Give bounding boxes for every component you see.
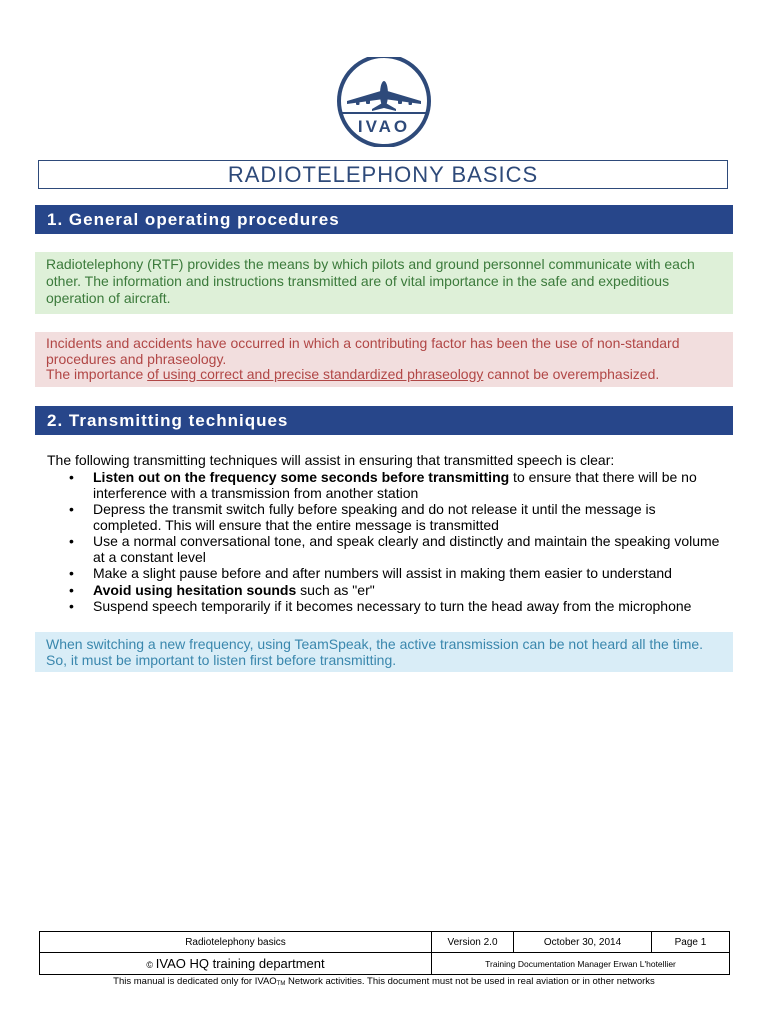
list-item	[93, 534, 727, 565]
footer-department: IVAO HQ training department	[155, 956, 325, 971]
list-item-text: Suspend speech temporarily if it becomes necessary to turn the head away from the microphone	[93, 598, 692, 614]
list-item-bold: Avoid using hesitation sounds	[93, 581, 297, 598]
info-text: Radiotelephony (RTF) provides the means by which pilots and ground personnel communicate with each other. The information and instructions transmitted are of vital importance in the safe and expeditious operation of aircraft.	[46, 256, 695, 306]
warning-panel	[35, 332, 733, 387]
footer-doc-title: Radiotelephony basics	[40, 932, 432, 953]
warning-underlined: of using correct and precise standardized phraseology	[147, 366, 484, 382]
footer-date: October 30, 2014	[514, 932, 652, 953]
list-item-text: Depress the transmit switch fully before speaking and do not release it until the message is completed. This will ensure that the entire message is transmitted	[93, 501, 656, 533]
footer-disclaimer	[0, 976, 768, 987]
note-panel	[35, 632, 733, 672]
list-item	[93, 502, 727, 533]
footer-table	[39, 931, 730, 975]
section-header-general	[35, 205, 733, 234]
section-heading: 2. Transmitting techniques	[47, 410, 289, 430]
warning-line2-post: cannot be overemphasized.	[483, 366, 660, 382]
list-item-bold: Listen out on the frequency some seconds before transmitting	[93, 469, 510, 485]
info-panel	[35, 252, 733, 314]
list-item	[93, 566, 727, 582]
logo-text: IVAO	[357, 117, 411, 136]
note-text: When switching a new frequency, using TeamSpeak, the active transmission can be not heard all the time. So, it must be important to listen first before transmitting.	[46, 636, 704, 668]
list-item	[93, 470, 727, 501]
footer-page: Page 1	[652, 932, 730, 953]
warning-line2	[46, 367, 722, 383]
disclaimer-post: Network activities. This document must not be used in real aviation or in other networks	[285, 976, 655, 987]
list-item	[93, 583, 727, 599]
disclaimer-pre: This manual is dedicated only for IVAO	[113, 976, 277, 987]
document-title-text: RADIOTELEPHONY BASICS	[227, 161, 539, 187]
footer-manager: Training Documentation Manager Erwan L'hotellier	[432, 953, 730, 975]
list-item-text: Make a slight pause before and after numbers will assist in making them easier to understand	[93, 565, 672, 581]
warning-line1: Incidents and accidents have occurred in which a contributing factor has been the use of non-standard procedures and phraseology.	[46, 335, 680, 367]
section-header-transmitting	[35, 406, 733, 435]
techniques-list	[47, 470, 727, 616]
footer-version: Version 2.0	[432, 932, 514, 953]
list-item-text: to ensure that there will be no interference with a transmission from another station	[93, 469, 697, 501]
trademark-mark: TM	[276, 981, 286, 987]
list-item-text: such as "er"	[296, 581, 375, 598]
techniques-intro: The following transmitting techniques will assist in ensuring that transmitted speech is clear:	[47, 452, 615, 468]
section-heading: 1. General operating procedures	[47, 209, 340, 229]
footer-department-cell	[40, 953, 432, 975]
list-item-text: Use a normal conversational tone, and speak clearly and distinctly and maintain the speaking volume at a constant level	[93, 533, 720, 565]
ivao-logo	[334, 57, 434, 147]
document-title	[38, 160, 728, 189]
list-item	[93, 599, 727, 615]
warning-line2-pre: The importance	[46, 366, 148, 382]
copyright-symbol: ©	[146, 960, 153, 970]
